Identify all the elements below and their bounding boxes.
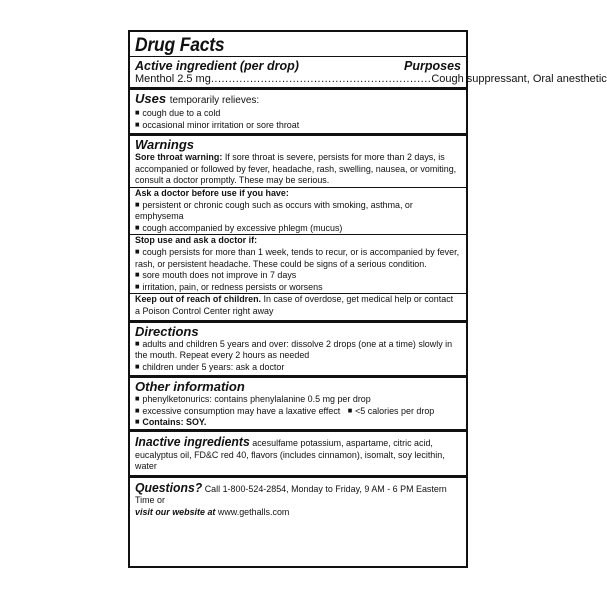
divider — [130, 87, 466, 90]
calories-text: ■ <5 calories per drop — [348, 406, 435, 417]
uses-item: ■ occasional minor irritation or sore throat — [135, 120, 460, 132]
uses-intro: temporarily relieves: — [169, 95, 260, 106]
stop-use-label: Stop use and ask a doctor if: — [135, 235, 258, 247]
other-info-item: ■ phenylketonurics: contains phenylalanine 0.5 mg per drop — [135, 394, 460, 406]
contains-soy: ■ Contains: SOY. — [135, 417, 460, 429]
keep-out-text: In case of overdose, get medical help or contact a Poison Control Center right away — [135, 294, 454, 317]
sore-throat-text: If sore throat is severe, persists for more than 2 days, is accompanied or followed by fever, headache, rash, swelling, nausea, or vomiting, consult a doctor promptly. These may be serious. — [135, 152, 457, 187]
divider — [130, 429, 466, 432]
uses-heading-text: Uses — [135, 91, 167, 106]
inactive-ingredients — [135, 434, 460, 473]
stop-use-item: ■ irritation, pain, or redness persists or worsens — [135, 282, 460, 294]
stop-use-item: ■ sore mouth does not improve in 7 days — [135, 270, 460, 282]
active-ingredient-header — [135, 59, 461, 73]
ask-doctor-item: ■ persistent or chronic cough such as occurs with smoking, asthma, or emphysema — [135, 200, 460, 223]
inactive-heading: Inactive ingredients — [135, 434, 250, 450]
visit-label: visit our website at — [135, 507, 216, 519]
leader-dots: .............................................................. — [210, 73, 432, 85]
ask-doctor-item: ■ cough accompanied by excessive phlegm (mucus) — [135, 223, 460, 235]
uses-item: ■ cough due to a cold — [135, 108, 460, 120]
divider — [130, 56, 466, 57]
ask-doctor-label: Ask a doctor before use if you have: — [135, 187, 289, 199]
ingredient-purpose: Cough suppressant, Oral anesthetic — [431, 73, 607, 85]
ingredient-row — [135, 73, 607, 85]
questions-heading: Questions? — [135, 479, 203, 495]
keep-out-warning — [135, 294, 460, 317]
directions-heading: Directions — [135, 323, 199, 339]
website-link[interactable]: www.gethalls.com — [217, 507, 290, 519]
ingredient-name: Menthol 2.5 mg — [135, 73, 211, 85]
divider — [130, 320, 466, 323]
sore-throat-warning — [135, 152, 460, 187]
drug-facts-title: Drug Facts — [135, 35, 225, 56]
divider — [130, 375, 466, 378]
laxative-text: ■ excessive consumption may have a laxative effect — [135, 406, 340, 417]
inactive-text: acesulfame potassium, aspartame, citric acid, eucalyptus oil, FD&C red 40, flavors (includes cinnamon), isomalt, soy lecithin, water — [135, 438, 445, 473]
other-info-heading: Other information — [135, 379, 245, 395]
active-ingredient-heading: Active ingredient (per drop) — [135, 59, 299, 73]
warnings-heading: Warnings — [135, 137, 194, 153]
uses-heading — [135, 91, 461, 108]
questions — [135, 480, 460, 519]
divider — [130, 133, 466, 136]
directions-item: ■ children under 5 years: ask a doctor — [135, 362, 460, 374]
divider — [130, 475, 466, 478]
sore-throat-label: Sore throat warning: — [135, 152, 223, 164]
directions-item: ■ adults and children 5 years and over: dissolve 2 drops (one at a time) slowly in the mouth. Repeat every 2 hours as needed — [135, 339, 460, 362]
stop-use-item: ■ cough persists for more than 1 week, tends to recur, or is accompanied by fever, rash, or persistent headache. These could be signs of a serious condition. — [135, 247, 460, 270]
questions-call: Call 1-800-524-2854, Monday to Friday, 9 AM - 6 PM Eastern Time or — [135, 483, 447, 507]
other-info-item — [135, 406, 460, 418]
purposes-heading: Purposes — [404, 59, 461, 73]
keep-out-label: Keep out of reach of children. — [135, 294, 262, 306]
drug-facts-panel — [128, 30, 607, 568]
